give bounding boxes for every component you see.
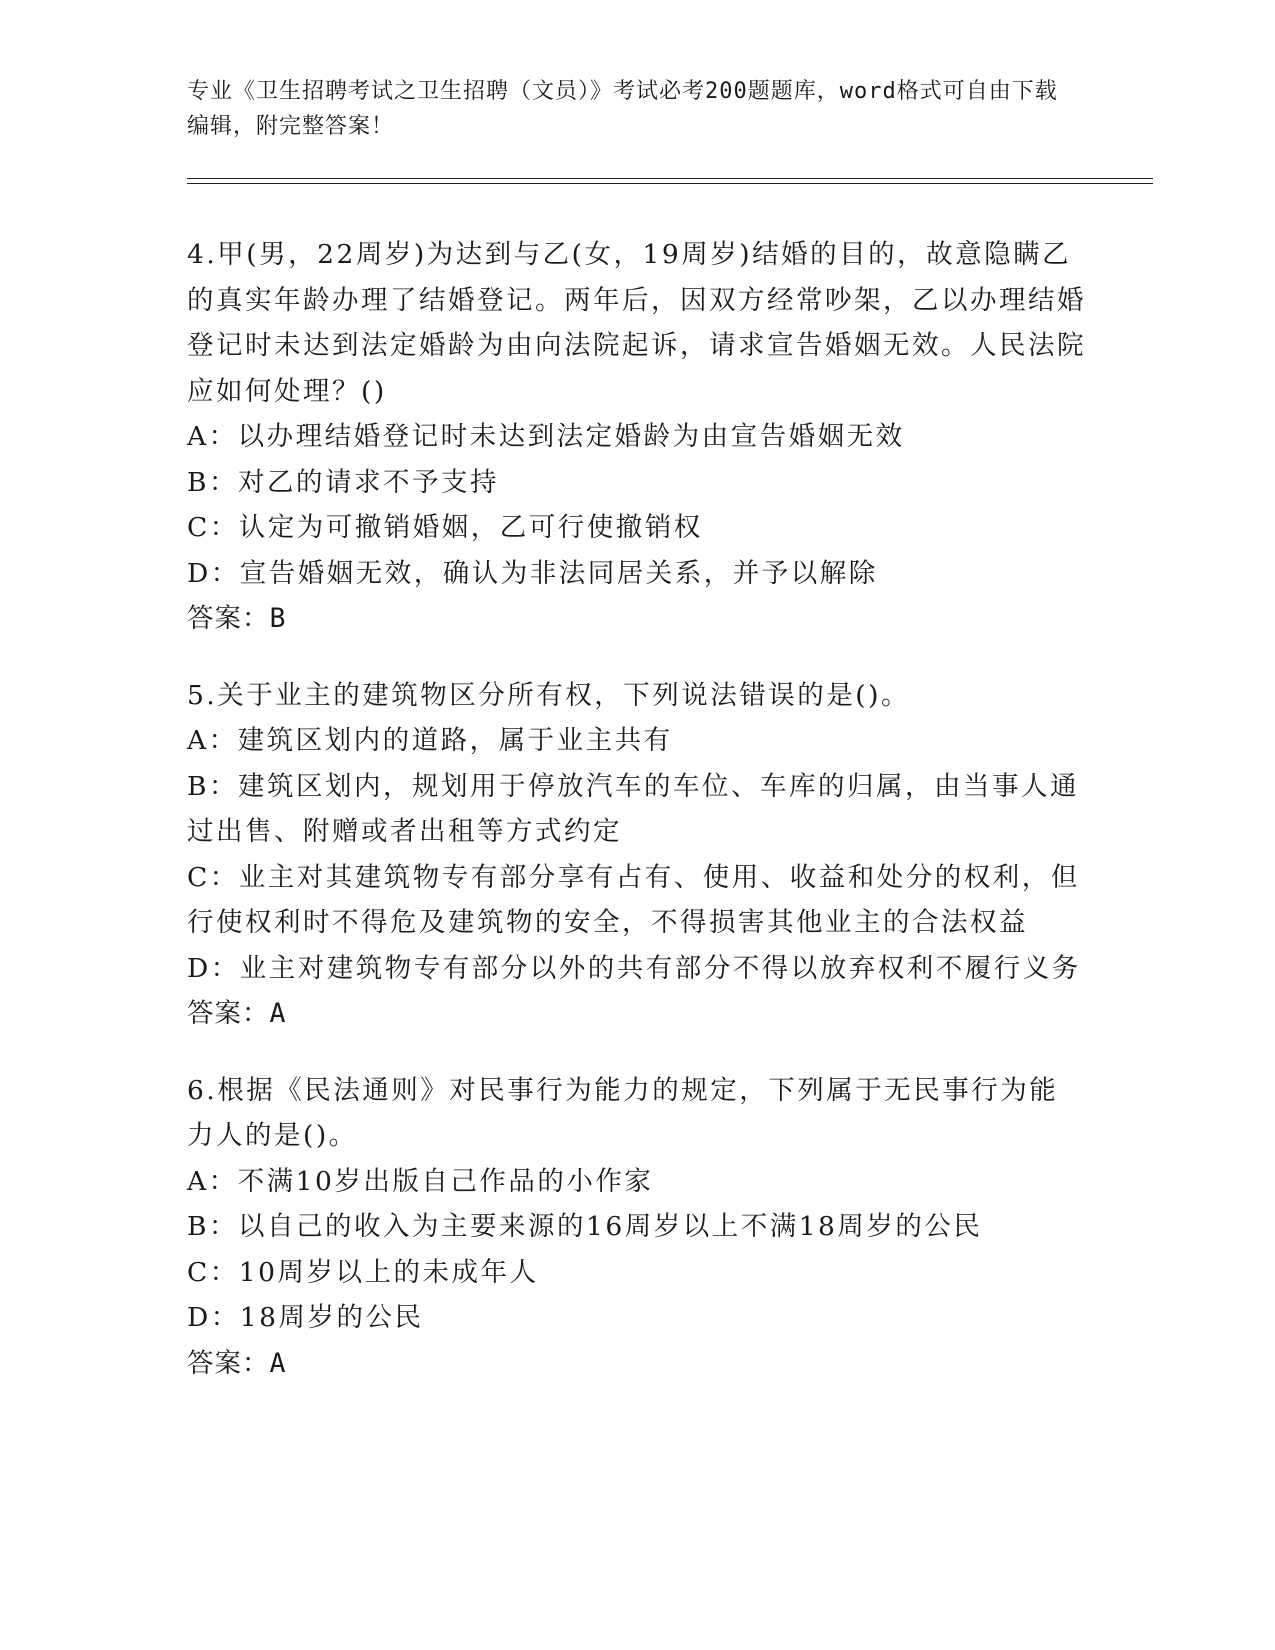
question-stem: 4.甲(男，22周岁)为达到与乙(女，19周岁)结婚的目的，故意隐瞒乙的真实年龄办理了结婚登记。两年后，因双方经常吵架，乙以办理结婚登记时未达到法定婚龄为由向法院起诉，请求宣告婚姻无效。人民法院应如何处理？()	[187, 239, 1086, 407]
option-a: A：建筑区划内的道路，属于业主共有	[187, 725, 673, 756]
question-4	[187, 232, 1087, 642]
option-d: D：18周岁的公民	[187, 1302, 424, 1333]
option-d: D：宣告婚姻无效，确认为非法同居关系，并予以解除	[187, 557, 878, 589]
option-c: C：业主对其建筑物专有部分享有占有、使用、收益和处分的权利，但行使权利时不得危及建筑物的安全，不得损害其他业主的合法权益	[187, 861, 1080, 938]
option-a: A：以办理结婚登记时未达到法定婚龄为由宣告婚姻无效	[187, 421, 905, 452]
question-stem: 6.根据《民法通则》对民事行为能力的规定，下列属于无民事行为能力人的是()。	[187, 1074, 1059, 1151]
document-header: 专业《卫生招聘考试之卫生招聘（文员）》考试必考200题题库，word格式可自由下载编辑，附完整答案！	[187, 79, 1058, 139]
option-d: D：业主对建筑物专有部分以外的共有部分不得以放弃权利不履行义务	[187, 952, 1081, 984]
option-b: B：建筑区划内，规划用于停放汽车的车位、车库的归属，由当事人通过出售、附赠或者出租等方式约定	[187, 770, 1079, 847]
option-a: A：不满10岁出版自己作品的小作家	[187, 1165, 654, 1197]
option-c: C：10周岁以上的未成年人	[187, 1256, 539, 1288]
answer-line: 答案：A	[187, 998, 287, 1029]
option-b: B：以自己的收入为主要来源的16周岁以上不满18周岁的公民	[187, 1211, 983, 1242]
question-stem: 5.关于业主的建筑物区分所有权，下列说法错误的是()。	[187, 679, 910, 711]
option-b: B：对乙的请求不予支持	[187, 466, 499, 498]
answer-line: 答案：A	[187, 1347, 287, 1379]
question-list	[187, 232, 1087, 1417]
answer-line: 答案：B	[187, 603, 287, 634]
header-divider-bottom	[187, 183, 1153, 184]
question-6	[187, 1068, 1087, 1387]
option-c: C：认定为可撤销婚姻，乙可行使撤销权	[187, 512, 703, 543]
header-divider-top	[187, 178, 1153, 179]
question-5	[187, 673, 1087, 1037]
